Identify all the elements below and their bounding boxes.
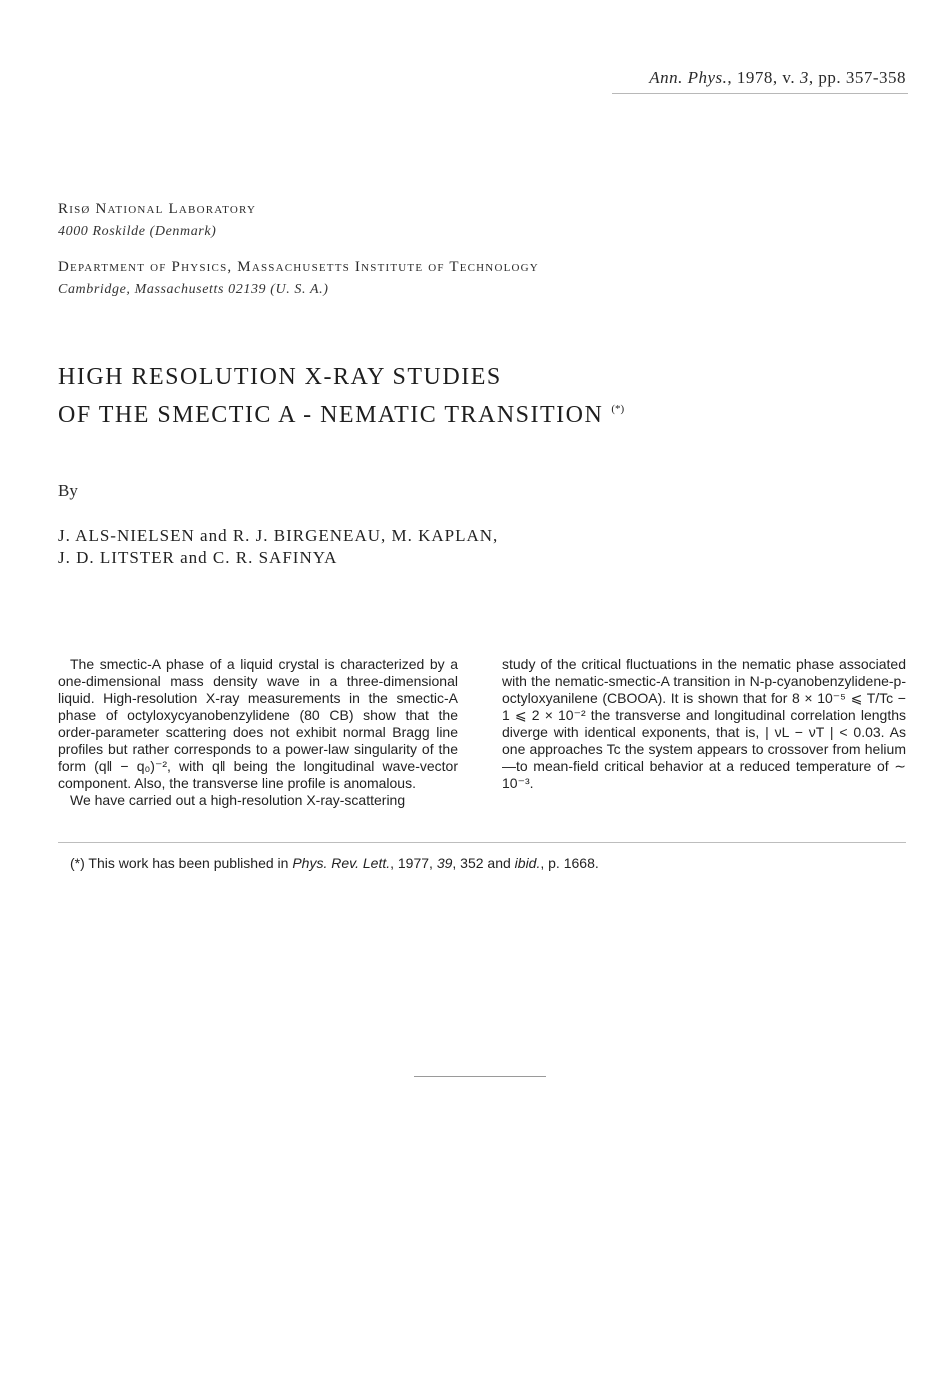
abstract-paragraph-3: study of the critical fluctuations in the nematic phase associated with the nematic-smectic-A transition in N-p-cyanobenzylidene-p-octyloxyanilene (CBOOA). It is shown that for 8 × 10⁻⁵ ⩽ T/Tc − 1 ⩽ 2 × 10⁻² the transverse and longitudinal correlation lengths diverge with identical exponents, that is, | νL − νT | < 0.03. As one approaches Tc the system appears to crossover from helium—to mean-field critical behavior at a reduced temperature of ∼ 10⁻³. — [502, 656, 906, 791]
abstract-left-column — [58, 656, 458, 809]
journal-name: Ann. Phys. — [649, 68, 728, 87]
journal-volume: 3 — [799, 68, 809, 87]
title-footnote-mark: (*) — [611, 403, 625, 415]
running-head-rule — [612, 93, 908, 94]
affiliation-name-1: Risø National Laboratory — [58, 201, 257, 217]
footnote-text-d: , p. 1668. — [540, 855, 599, 871]
paper-title-text: OF THE SMECTIC A - NEMATIC TRANSITION — [58, 402, 604, 428]
footnote — [70, 855, 599, 871]
abstract-paragraph-2: We have carried out a high-resolution X-ray-scattering — [70, 792, 406, 808]
journal-pages: , pp. 357-358 — [808, 68, 906, 87]
end-of-article-rule — [414, 1076, 546, 1077]
abstract-paragraph-1: The smectic-A phase of a liquid crystal is characterized by a one-dimensional mass density wave in a three-dimensional liquid. High-resolution X-ray measurements in the smectic-A phase of octyloxycyanobenzylidene (80 CB) show that the order-parameter scattering does not exhibit normal Bragg line profiles but rather corresponds to a power-law singularity of the form (q‖ − q₀)⁻², with q‖ being the longitudinal wave-vector component. Also, the transverse line profile is anomalous. — [58, 656, 458, 791]
running-head — [649, 68, 906, 88]
footnote-text-a: This work has been published in — [88, 855, 293, 871]
footnote-rule — [58, 842, 906, 843]
affiliation-place-1: 4000 Roskilde (Denmark) — [58, 224, 217, 239]
footnote-mark: (*) — [70, 855, 85, 871]
footnote-volume: 39 — [436, 855, 453, 871]
footnote-journal: Phys. Rev. Lett. — [292, 855, 391, 871]
abstract-right-column — [502, 656, 906, 792]
footnote-text-b: , 1977, — [390, 855, 437, 871]
paper-title-line-2 — [58, 402, 624, 429]
authors-line-2: J. D. LITSTER and C. R. SAFINYA — [58, 548, 338, 567]
affiliation-place-2: Cambridge, Massachusetts 02139 (U. S. A.) — [58, 282, 329, 297]
affiliation-name-2: Department of Physics, Massachusetts Institute of Technology — [58, 259, 539, 275]
footnote-ibid: ibid. — [514, 855, 541, 871]
journal-year: , 1978, v. — [727, 68, 800, 87]
by-label: By — [58, 481, 78, 500]
authors-line-1: J. ALS-NIELSEN and R. J. BIRGENEAU, M. KAPLAN, — [58, 526, 499, 545]
paper-title-line-1: HIGH RESOLUTION X-RAY STUDIES — [58, 364, 502, 390]
footnote-text-c: , 352 and — [452, 855, 515, 871]
